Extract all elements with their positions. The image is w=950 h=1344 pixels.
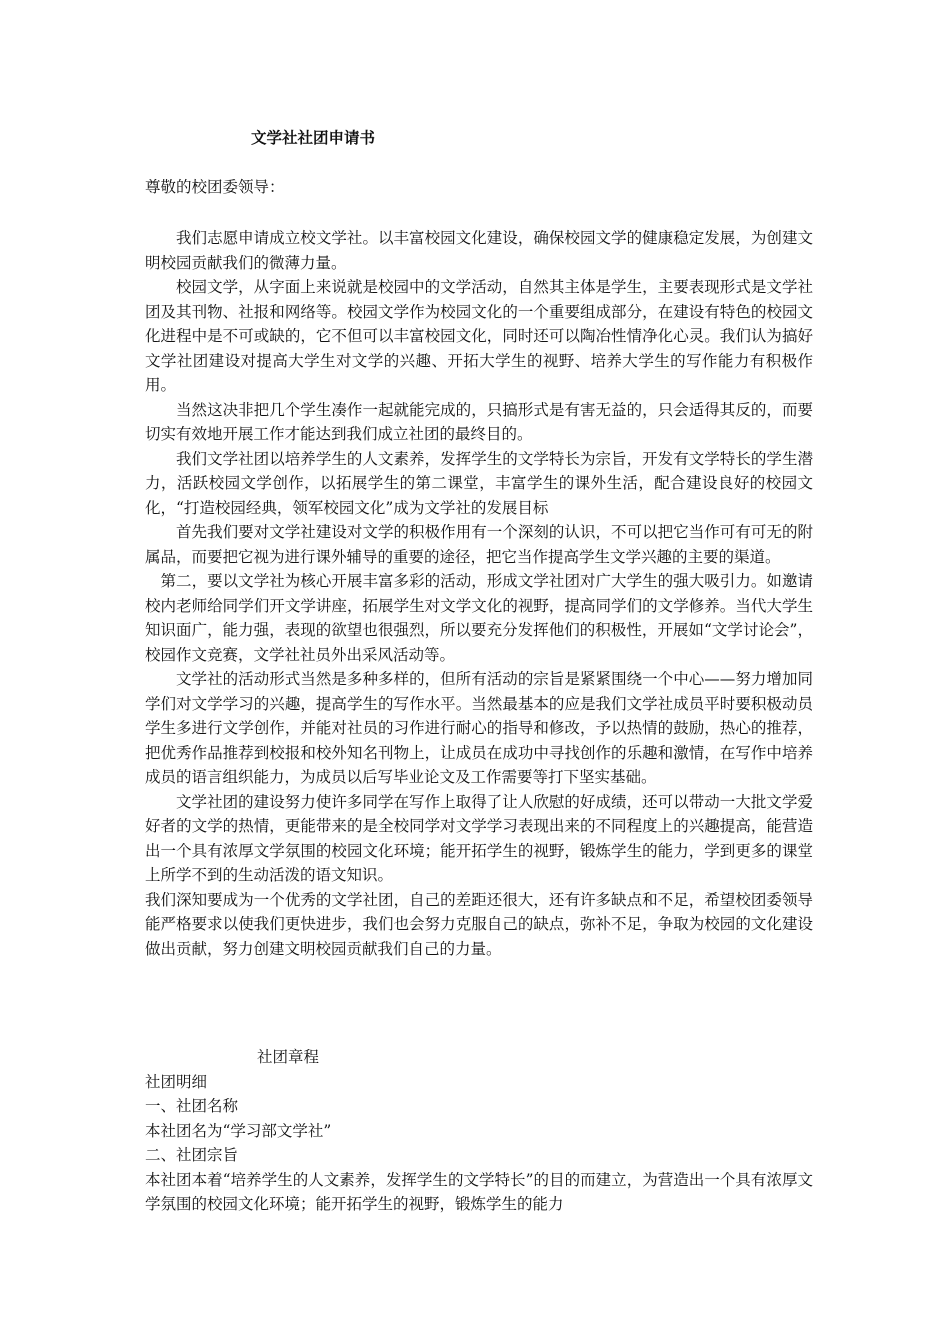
salutation: 尊敬的校团委领导： — [145, 178, 285, 196]
paragraph-first-point: 首先我们要对文学社建设对文学的积极作用有一个深刻的认识，不可以把它当作可有可无的附属品，而要把它视为进行课外辅导的重要的途径，把它当作提高学生文学兴趣的主要的渠道。 — [145, 523, 813, 566]
charter-line-details: 社团明细 — [145, 1072, 208, 1091]
charter-heading-purpose: 二、社团宗旨 — [145, 1146, 239, 1164]
document-title: 文学社社团申请书 — [251, 128, 376, 147]
charter-heading-name: 一、社团名称 — [145, 1097, 239, 1115]
charter-line-purpose: 本社团本着“培养学生的人文素养，发挥学生的文学特长”的目的而建立，为营造出一个具有浓厚文学氛围的校园文化环境；能开拓学生的视野，锻炼学生的能力 — [145, 1170, 813, 1213]
paragraph-second-point: 第二，要以文学社为核心开展丰富多彩的活动，形成文学社团对广大学生的强大吸引力。如邀请校内老师给同学们开文学讲座，拓展学生对文学文化的视野，提高同学们的文学修养。当代大学生知识面广，能力强，表现的欲望也很强烈，所以要充分发挥他们的积极性，开展如“文学讨论会”，校园作文竞赛，文学社社员外出采风活动等。 — [145, 572, 813, 664]
charter-title: 社团章程 — [257, 1048, 320, 1066]
paragraph-intent: 我们志愿申请成立校文学社。以丰富校园文化建设，确保校园文学的健康稳定发展，为创建文明校园贡献我们的微薄力量。 — [145, 229, 813, 272]
paragraph-effective-work: 当然这决非把几个学生凑作一起就能完成的，只搞形式是有害无益的，只会适得其反的，而要切实有效地开展工作才能达到我们成立社团的最终目的。 — [145, 400, 813, 443]
charter-section — [145, 1045, 813, 1217]
paragraph-purpose: 我们文学社团以培养学生的人文素养，发挥学生的文学特长为宗旨，开发有文学特长的学生潜力，活跃校园文学创作，以拓展学生的第二课堂，丰富学生的课外生活，配合建设良好的校园文化，“打造校园经典，领军校园文化”成为文学社的发展目标 — [145, 449, 813, 517]
charter-line-name: 本社团名为“学习部文学社” — [145, 1121, 332, 1140]
paragraph-conclusion: 我们深知要成为一个优秀的文学社团，自己的差距还很大，还有许多缺点和不足，希望校团委领导能严格要求以使我们更快进步，我们也会努力克服自己的缺点，弥补不足，争取为校园的文化建设做出贡献，努力创建文明校园贡献我们自己的力量。 — [145, 890, 813, 958]
paragraph-achievements: 文学社团的建设努力使许多同学在写作上取得了让人欣慰的好成绩，还可以带动一大批文学爱好者的文学的热情，更能带来的是全校同学对文学学习表现出来的不同程度上的兴趣提高，能营造出一个具有浓厚文学氛围的校园文化环境；能开拓学生的视野，锻炼学生的能力，学到更多的课堂上所学不到的生动活泼的语文知识。 — [145, 792, 813, 884]
application-body — [145, 226, 813, 961]
paragraph-campus-literature: 校园文学，从字面上来说就是校园中的文学活动，自然其主体是学生，主要表现形式是文学社团及其刊物、社报和网络等。校园文学作为校园文化的一个重要组成部分，在建设有特色的校园文化进程中是不可或缺的，它不但可以丰富校园文化，同时还可以陶冶性情净化心灵。我们认为搞好文学社团建设对提高大学生对文学的兴趣、开拓大学生的视野、培养大学生的写作能力有积极作用。 — [145, 278, 813, 394]
paragraph-activities: 文学社的活动形式当然是多种多样的，但所有活动的宗旨是紧紧围绕一个中心——努力增加同学们对文学学习的兴趣，提高学生的写作水平。当然最基本的应是我们文学社成员平时要积极动员学生多进行文学创作，并能对社员的习作进行耐心的指导和修改，予以热情的鼓励，热心的推荐，把优秀作品推荐到校报和校外知名刊物上，让成员在成功中寻找创作的乐趣和激情，在写作中培养成员的语言组织能力，为成员以后写毕业论文及工作需要等打下坚实基础。 — [145, 670, 813, 786]
